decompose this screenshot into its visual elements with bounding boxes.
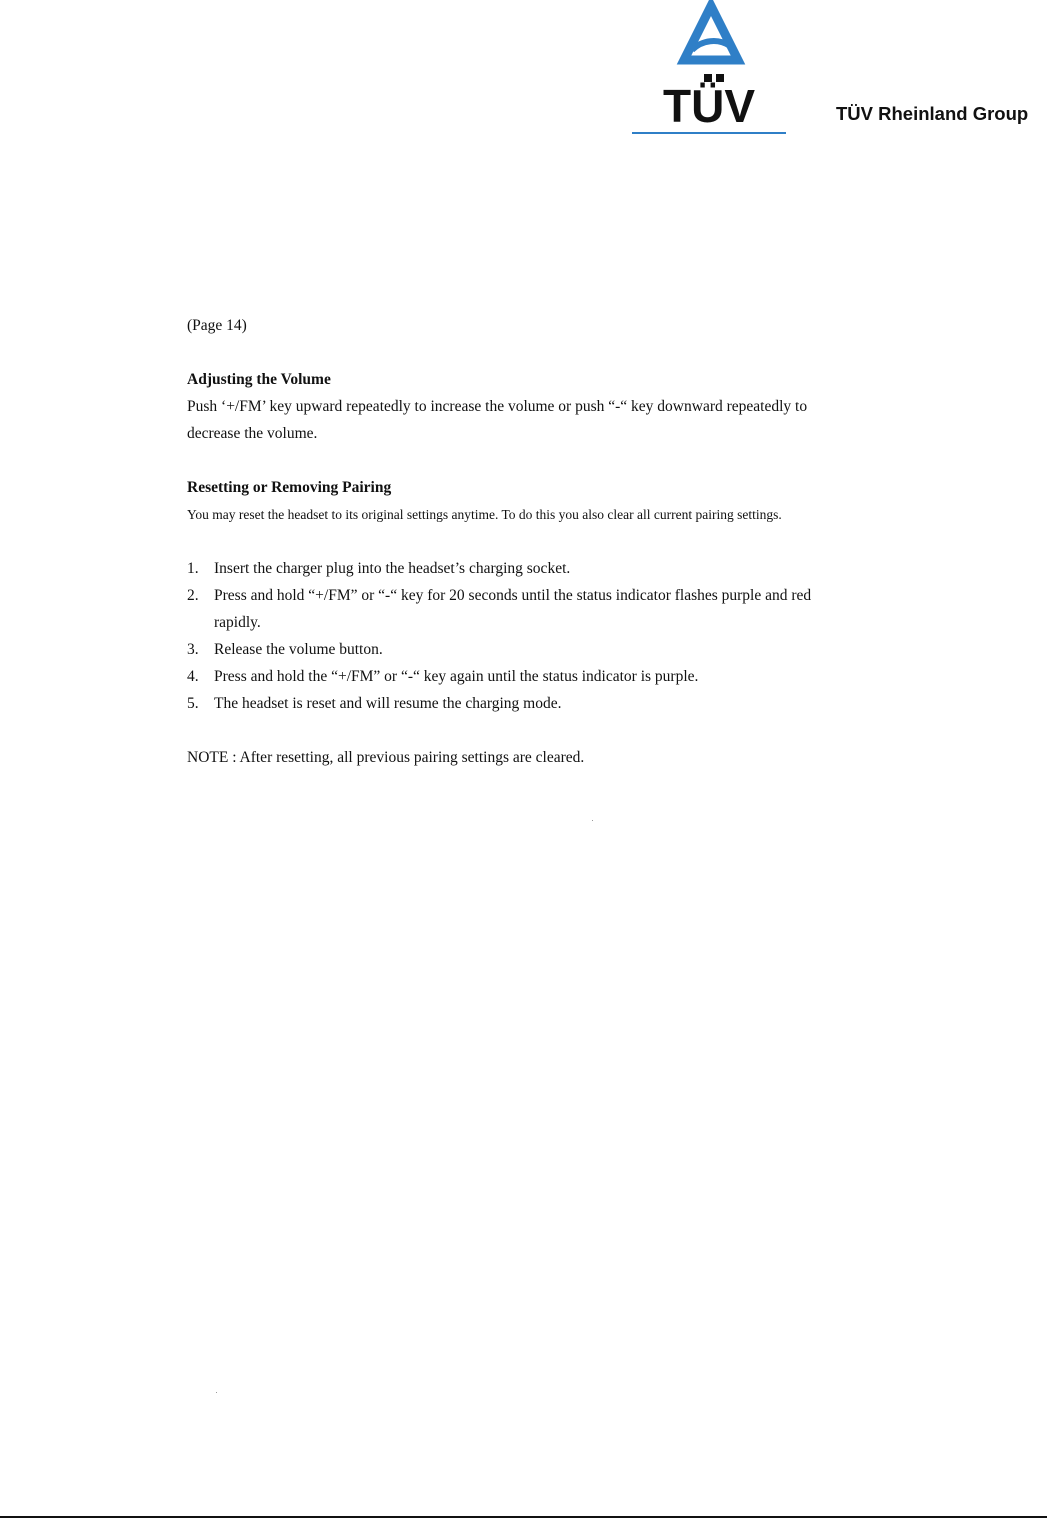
tuv-logo-text: TÜV xyxy=(663,80,755,132)
list-item xyxy=(187,582,827,636)
logo-underline xyxy=(632,132,786,134)
step-text: Press and hold “+/FM” or “-“ key for 20 seconds until the status indicator flashes purple and red rapidly. xyxy=(214,587,812,631)
reset-heading: Resetting or Removing Pairing xyxy=(187,479,392,496)
step-number: 3. xyxy=(187,641,199,658)
note-text: NOTE : After resetting, all previous pairing settings are cleared. xyxy=(187,749,585,766)
list-item xyxy=(187,663,827,690)
step-number: 2. xyxy=(187,587,199,604)
tuv-logo xyxy=(632,0,786,140)
document-body xyxy=(187,312,827,771)
step-text: Press and hold the “+/FM” or “-“ key again until the status indicator is purple. xyxy=(214,668,699,685)
step-text: Release the volume button. xyxy=(214,641,383,658)
reset-steps-list xyxy=(187,555,827,717)
step-number: 5. xyxy=(187,695,199,712)
step-text: Insert the charger plug into the headset’s charging socket. xyxy=(214,560,571,577)
list-item xyxy=(187,636,827,663)
page-header xyxy=(0,0,1047,150)
volume-heading: Adjusting the Volume xyxy=(187,371,331,388)
scan-speck xyxy=(216,1392,217,1393)
list-item xyxy=(187,690,827,717)
scan-speck xyxy=(592,820,593,821)
step-number: 1. xyxy=(187,560,199,577)
page-reference: (Page 14) xyxy=(187,317,247,334)
group-name: TÜV Rheinland Group xyxy=(836,103,1029,124)
reset-paragraph: You may reset the headset to its original settings anytime. To do this you also clear all current pairing settings. xyxy=(187,507,782,522)
volume-paragraph: Push ‘+/FM’ key upward repeatedly to increase the volume or push “-“ key downward repeatedly to decrease the volume. xyxy=(187,398,808,442)
step-text: The headset is reset and will resume the charging mode. xyxy=(214,695,562,712)
tuv-triangle-icon xyxy=(632,0,786,140)
footer-rule xyxy=(0,1516,1047,1518)
list-item xyxy=(187,555,827,582)
step-number: 4. xyxy=(187,668,199,685)
